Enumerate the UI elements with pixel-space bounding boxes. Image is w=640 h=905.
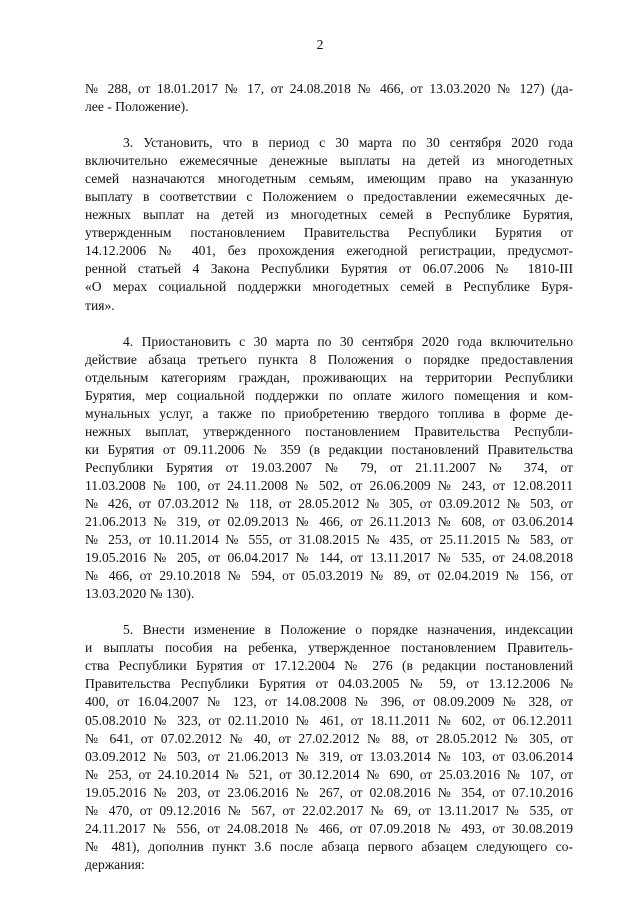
text-line: ки Бурятия от 09.11.2006 № 359 (в редакции постановлений Правительства [85, 441, 573, 457]
text-line: тия». [85, 297, 115, 313]
text-line: 24.11.2017 № 556, от 24.08.2018 № 466, от 07.09.2018 № 493, от 30.08.2019 [85, 820, 573, 836]
text-line: «О мерах социальной поддержки многодетных семей в Республике Буря- [85, 279, 573, 295]
paragraph-gap [85, 116, 573, 134]
text-line: включительно ежемесячные денежные выплаты на детей из многодетных [85, 153, 573, 169]
paragraph-item-5 [85, 621, 573, 874]
text-line: ства Республики Бурятия от 17.12.2004 № 276 (в редакции постановлений [85, 658, 573, 674]
text-line: утвержденным постановлением Правительства Республики Бурятия от [85, 225, 573, 241]
document-body [85, 80, 573, 874]
text-line: № 641, от 07.02.2012 № 40, от 27.02.2012 № 88, от 28.05.2012 № 305, от [85, 730, 573, 746]
text-line: № 288, от 18.01.2017 № 17, от 24.08.2018 № 466, от 13.03.2020 № 127) (да- [85, 81, 573, 96]
text-line: № 470, от 09.12.2016 № 567, от 22.02.2017 № 69, от 13.11.2017 № 535, от [85, 802, 573, 818]
paragraph-item-4 [85, 333, 573, 604]
text-line: выплату в соответствии с Положением о предоставлении ежемесячных де- [85, 189, 573, 205]
text-line: № 253, от 24.10.2014 № 521, от 30.12.2014 № 690, от 25.03.2016 № 107, от [85, 766, 573, 782]
text-line: лее - Положение). [85, 99, 189, 115]
text-line: Республики Бурятия от 19.03.2007 № 79, от 21.11.2007 № 374, от [85, 459, 573, 475]
text-line: № 481), дополнив пункт 3.6 после абзаца первого абзацем следующего со- [85, 838, 573, 854]
text-line: 21.06.2013 № 319, от 02.09.2013 № 466, от 26.11.2013 № 608, от 03.06.2014 [85, 514, 573, 530]
text-line: отдельным категориям граждан, проживающих на территории Республики [85, 369, 573, 385]
text-line: нежных выплат на детей из многодетных семей в Республике Бурятия, [85, 207, 573, 223]
text-line: Правительства Республики Бурятия от 04.03.2005 № 59, от 13.12.2006 № [85, 676, 573, 692]
text-line: действие абзаца третьего пункта 8 Положения о порядке предоставления [85, 351, 573, 367]
text-line: 05.08.2010 № 323, от 02.11.2010 № 461, от 18.11.2011 № 602, от 06.12.2011 [85, 712, 573, 728]
text-line: 03.09.2012 № 503, от 21.06.2013 № 319, от 13.03.2014 № 103, от 03.06.2014 [85, 748, 573, 764]
text-line: 13.03.2020 № 130). [85, 586, 195, 602]
text-line: 400, от 16.04.2007 № 123, от 14.08.2008 № 396, от 08.09.2009 № 328, от [85, 694, 573, 710]
paragraph-gap [85, 603, 573, 621]
text-line: 3. Установить, что в период с 30 марта по 30 сентября 2020 года [123, 135, 573, 151]
text-line: 14.12.2006 № 401, без прохождения ежегодной регистрации, предусмот- [85, 243, 573, 259]
text-line: ренной статьей 4 Закона Республики Бурятия от 06.07.2006 № 1810-III [85, 261, 573, 277]
paragraph-gap [85, 315, 573, 333]
text-line: семей назначаются многодетным семьям, имеющим право на указанную [85, 171, 573, 187]
text-line: 19.05.2016 № 205, от 06.04.2017 № 144, от 13.11.2017 № 535, от 24.08.2018 [85, 550, 573, 566]
text-line: № 426, от 07.03.2012 № 118, от 28.05.2012 № 305, от 03.09.2012 № 503, от [85, 495, 573, 511]
text-line: 11.03.2008 № 100, от 24.11.2008 № 502, от 26.06.2009 № 243, от 12.08.2011 [85, 477, 573, 493]
text-line: мунальных услуг, а также по приобретению твердого топлива в форме де- [85, 405, 573, 421]
text-line: нежных выплат, утвержденного постановлением Правительства Республи- [85, 423, 573, 439]
text-line: и выплаты пособия на ребенка, утвержденное постановлением Правитель- [85, 640, 573, 656]
text-line: Бурятия, мер социальной поддержки по оплате жилого помещения и ком- [85, 387, 573, 403]
text-line: 5. Внести изменение в Положение о порядке назначения, индексации [123, 622, 573, 638]
page-number: 2 [316, 38, 324, 53]
paragraph-item-3 [85, 134, 573, 314]
paragraph-continuation [85, 80, 573, 116]
text-line: 4. Приостановить с 30 марта по 30 сентября 2020 года включительно [123, 333, 573, 349]
text-line: 19.05.2016 № 203, от 23.06.2016 № 267, от 02.08.2016 № 354, от 07.10.2016 [85, 784, 573, 800]
text-line: держания: [85, 856, 145, 872]
text-line: № 253, от 10.11.2014 № 555, от 31.08.2015 № 435, от 25.11.2015 № 583, от [85, 532, 573, 548]
text-line: № 466, от 29.10.2018 № 594, от 05.03.2019 № 89, от 02.04.2019 № 156, от [85, 568, 573, 584]
